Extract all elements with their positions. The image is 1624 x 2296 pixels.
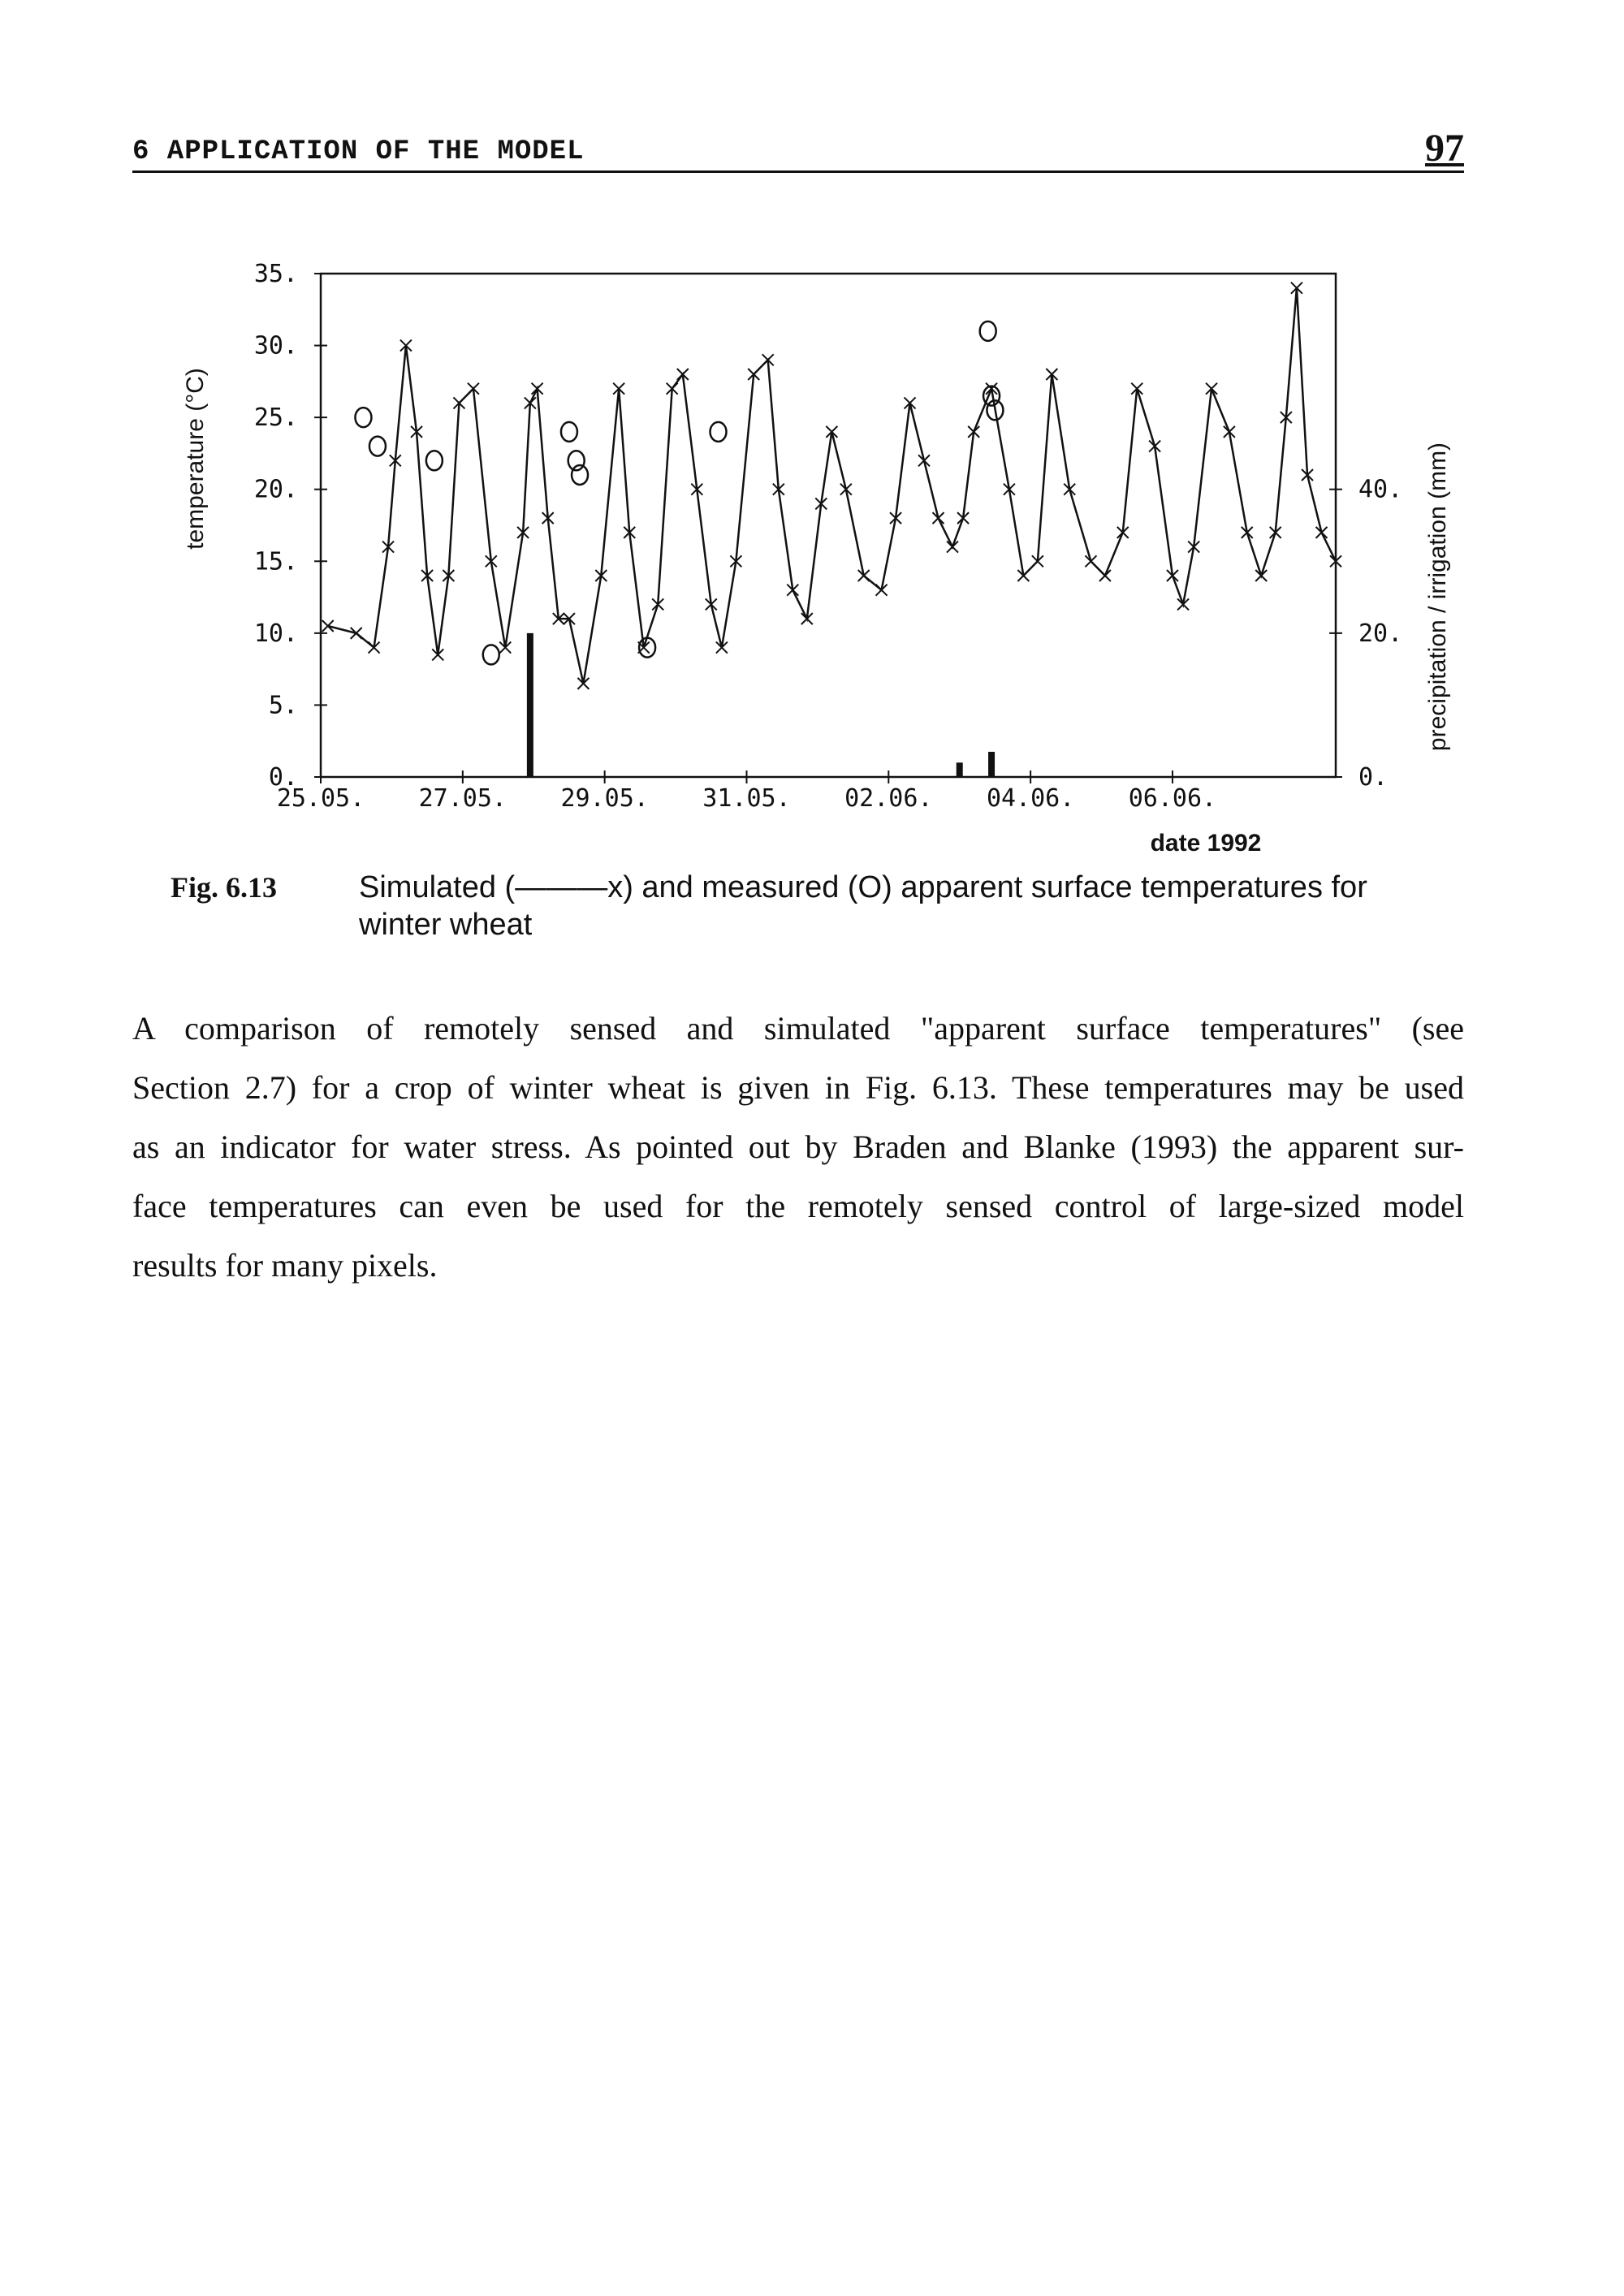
paragraph-line: Section 2.7) for a crop of winter wheat is given in Fig. 6.13. These temperatures may be used — [132, 1069, 1464, 1106]
body-paragraph — [132, 999, 1464, 1295]
caption-text — [359, 869, 1624, 943]
y2-tick-label: 0. — [1358, 763, 1389, 792]
paragraph-line: as an indicator for water stress. As pointed out by Braden and Blanke (1993) the apparent sur- — [132, 1129, 1464, 1165]
caption-line: winter wheat — [359, 908, 533, 942]
x-tick-label: 31.05. — [702, 784, 791, 813]
y-tick-label: 15. — [253, 547, 298, 576]
y-tick-label: 30. — [253, 331, 298, 360]
measured-point — [572, 465, 588, 485]
measured-point — [561, 422, 577, 442]
precipitation-bar — [988, 752, 995, 777]
x-tick-label: 06.06. — [1128, 784, 1217, 813]
measured-point — [355, 408, 371, 427]
x-tick-label: 29.05. — [560, 784, 649, 813]
paragraph-line: A comparison of remotely sensed and simulated "apparent surface temperatures" (see — [132, 1010, 1464, 1047]
page-number: 97 — [1425, 127, 1464, 170]
y-axis-title: temperature (°C) — [182, 368, 209, 550]
caption-line: Simulated (———x) and measured (O) apparent surface temperatures for — [359, 870, 1367, 904]
measured-point — [369, 437, 386, 456]
y2-tick-label: 20. — [1358, 619, 1403, 648]
y-tick-label: 20. — [253, 475, 298, 504]
simulated-point — [1085, 555, 1096, 567]
measured-point — [426, 451, 443, 470]
simulated-series — [322, 283, 1341, 689]
y-tick-label: 5. — [268, 691, 298, 720]
x-axis-title: date 1992 — [1150, 830, 1262, 857]
y2-axis-title: precipitation / irrigation (mm) — [1424, 442, 1451, 752]
simulated-point — [947, 542, 958, 553]
plot-border — [321, 274, 1336, 777]
measured-point — [639, 638, 655, 658]
y-tick-label: 10. — [253, 619, 298, 648]
precipitation-bars — [527, 633, 995, 777]
measured-series — [355, 322, 1003, 665]
precipitation-bar — [527, 633, 533, 777]
measured-point — [568, 451, 585, 470]
measured-point — [483, 645, 499, 664]
simulated-point — [1099, 570, 1111, 581]
temperature-chart — [0, 0, 1624, 877]
y-tick-label: 25. — [253, 404, 298, 433]
figure-label: Fig. 6.13 — [171, 871, 277, 904]
y2-tick-label: 40. — [1358, 475, 1403, 504]
measured-point — [980, 322, 996, 341]
precipitation-bar — [957, 762, 963, 777]
x-tick-label: 02.06. — [844, 784, 933, 813]
x-tick-label: 27.05. — [418, 784, 508, 813]
y2-axis-ticks — [1329, 476, 1402, 792]
chapter-title: 6 APPLICATION OF THE MODEL — [132, 136, 585, 167]
x-tick-label: 25.05. — [276, 784, 365, 813]
paragraph-line: results for many pixels. — [132, 1247, 438, 1284]
simulated-point — [1255, 570, 1267, 581]
y-tick-label: 0. — [268, 763, 298, 792]
y-axis-ticks — [254, 260, 327, 792]
simulated-line — [328, 288, 1336, 684]
plot-frame — [321, 274, 1336, 777]
measured-point — [710, 422, 727, 442]
paragraph-line: face temperatures can even be used for the remotely sensed control of large-sized model — [132, 1188, 1464, 1224]
x-tick-label: 04.06. — [986, 784, 1075, 813]
y-tick-label: 35. — [253, 260, 298, 288]
